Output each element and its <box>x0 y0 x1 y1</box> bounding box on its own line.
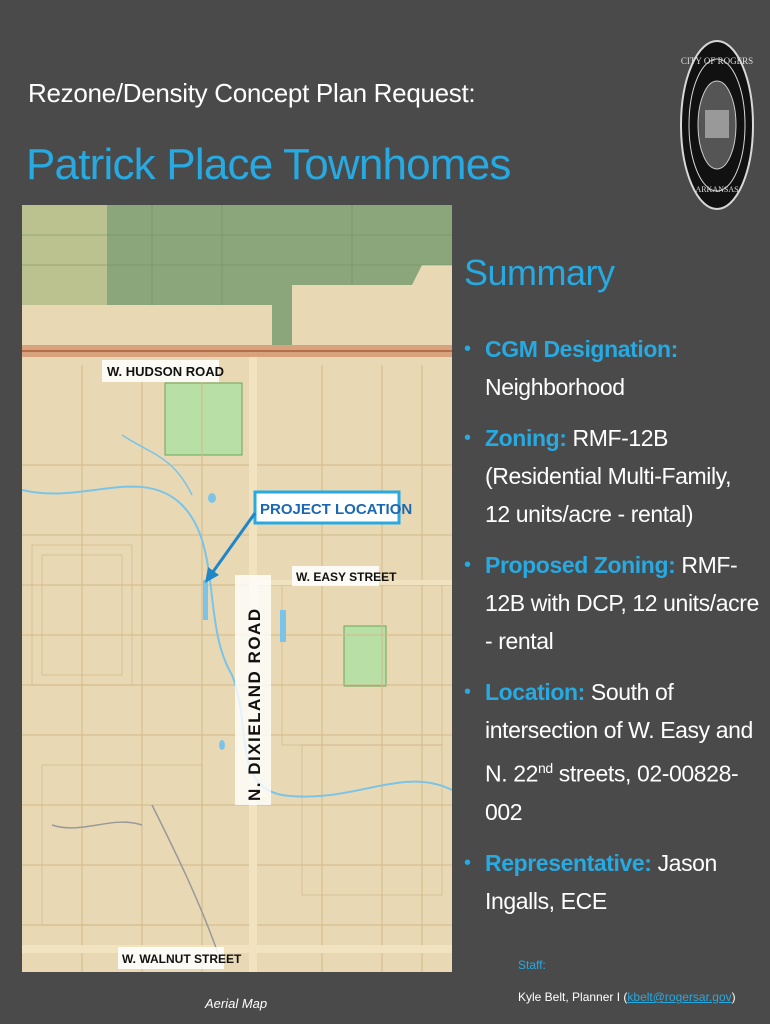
bullet-icon: • <box>464 681 471 703</box>
staff-email-link[interactable]: kbelt@rogersar.gov <box>627 990 732 1004</box>
summary-item-text: Neighborhood <box>485 374 625 400</box>
map-label-walnut: W. WALNUT STREET <box>122 952 242 966</box>
summary-item-sup: nd <box>537 760 553 776</box>
slide-subtitle: Rezone/Density Concept Plan Request: <box>28 78 476 108</box>
slide-title: Patrick Place Townhomes <box>26 140 511 189</box>
summary-item-representative <box>464 844 760 920</box>
map-label-hudson: W. HUDSON ROAD <box>107 364 224 379</box>
summary-item-location <box>464 673 760 831</box>
summary-item-text: RMF-12B with DCP, 12 units/acre - rental <box>485 552 759 654</box>
svg-text:ARKANSAS: ARKANSAS <box>695 185 739 194</box>
summary-heading: Summary <box>464 252 615 293</box>
city-seal-logo <box>680 40 754 210</box>
staff-close: ) <box>731 990 736 1004</box>
summary-item-text: Jason Ingalls, ECE <box>485 849 717 914</box>
map-label-dixieland: N. DIXIELAND ROAD <box>245 607 264 801</box>
summary-item-text: South of intersection of W. Easy and N. 22 <box>485 679 753 787</box>
staff-contact <box>518 990 736 1004</box>
bullet-icon: • <box>464 554 471 576</box>
map-label-easy: W. EASY STREET <box>296 570 397 584</box>
staff-name: Kyle Belt, Planner I ( <box>518 990 628 1004</box>
map-label-project: PROJECT LOCATION <box>260 501 413 518</box>
bullet-icon: • <box>464 427 471 449</box>
aerial-map <box>22 205 452 972</box>
summary-item-label: Location: <box>485 679 585 705</box>
map-caption: Aerial Map <box>205 996 268 1011</box>
summary-item-zoning <box>464 419 760 533</box>
summary-item-cgm <box>464 330 760 406</box>
svg-text:CITY OF ROGERS: CITY OF ROGERS <box>680 56 754 66</box>
summary-item-label: CGM Designation: <box>485 336 678 362</box>
summary-item-label: Proposed Zoning: <box>485 552 676 578</box>
bullet-icon: • <box>464 338 471 360</box>
summary-item-text-after: streets, 02-00828-002 <box>485 760 739 825</box>
summary-item-label: Representative: <box>485 849 652 876</box>
summary-item-proposed-zoning <box>464 546 760 660</box>
summary-item-text: RMF-12B (Residential Multi-Family, 12 units/acre - rental) <box>485 425 732 527</box>
bullet-icon: • <box>464 851 471 874</box>
staff-label: Staff: <box>518 958 546 972</box>
summary-list <box>464 330 760 933</box>
summary-item-label: Zoning: <box>485 425 567 451</box>
